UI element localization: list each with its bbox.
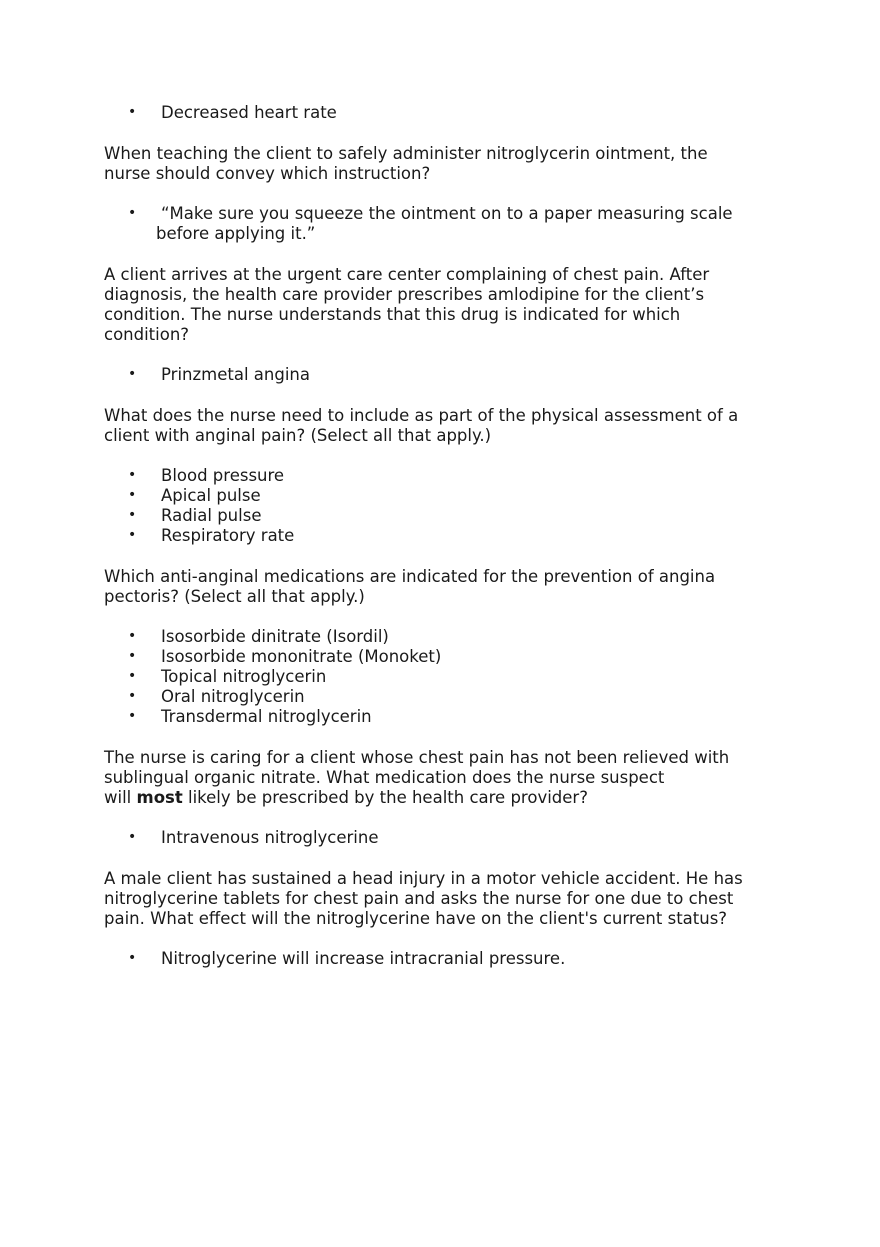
question-paragraph (104, 265, 804, 345)
answer-list (104, 204, 804, 244)
question-line (104, 788, 804, 808)
bullet-icon: • (128, 487, 137, 503)
bullet-icon: • (128, 648, 137, 664)
answer-text: Apical pulse (161, 486, 261, 505)
bullet-icon: • (128, 467, 137, 483)
question-line: When teaching the client to safely administer nitroglycerin ointment, the (104, 144, 708, 163)
answer-item (104, 687, 804, 707)
question-line: diagnosis, the health care provider prescribes amlodipine for the client’s (104, 285, 705, 304)
question-paragraph (104, 144, 804, 184)
question-line: A male client has sustained a head injury in a motor vehicle accident. He has (104, 869, 743, 888)
question-line: nurse should convey which instruction? (104, 164, 431, 183)
answer-text: Transdermal nitroglycerin (161, 707, 372, 726)
answer-text: Topical nitroglycerin (161, 667, 327, 686)
answer-list (104, 103, 804, 123)
answer-item (104, 667, 804, 687)
bullet-icon: • (128, 527, 137, 543)
question-line: Which anti-anginal medications are indicated for the prevention of angina (104, 567, 716, 586)
bullet-icon: • (128, 628, 137, 644)
question-paragraph (104, 748, 804, 808)
answer-text: “Make sure you squeeze the ointment on to a paper measuring scale (161, 204, 733, 223)
answer-list (104, 466, 804, 546)
question-paragraph (104, 406, 804, 446)
question-line: The nurse is caring for a client whose chest pain has not been relieved with (104, 748, 730, 767)
answer-item (104, 647, 804, 667)
answer-list (104, 949, 804, 969)
answer-item (104, 204, 804, 244)
answer-text: Isosorbide mononitrate (Monoket) (161, 647, 442, 666)
answer-item (104, 949, 804, 969)
question-line: pain. What effect will the nitroglycerine have on the client's current status? (104, 909, 728, 928)
answer-text: Radial pulse (161, 506, 262, 525)
answer-text: Decreased heart rate (161, 103, 337, 122)
answer-item (104, 707, 804, 727)
answer-item (104, 526, 804, 546)
bullet-icon: • (128, 708, 137, 724)
emphasis-text: most (136, 788, 183, 807)
question-line: sublingual organic nitrate. What medication does the nurse suspect (104, 768, 665, 787)
question-line: client with anginal pain? (Select all that apply.) (104, 426, 492, 445)
bullet-icon: • (128, 104, 137, 120)
bullet-icon: • (128, 950, 137, 966)
bullet-icon: • (128, 366, 137, 382)
answer-text: Isosorbide dinitrate (Isordil) (161, 627, 389, 646)
answer-item (104, 828, 804, 848)
answer-item (104, 103, 804, 123)
question-line: What does the nurse need to include as part of the physical assessment of a (104, 406, 739, 425)
answer-text: Respiratory rate (161, 526, 295, 545)
answer-list (104, 828, 804, 848)
answer-item (104, 466, 804, 486)
document-page (104, 103, 804, 990)
answer-text: Intravenous nitroglycerine (161, 828, 379, 847)
answer-list (104, 627, 804, 727)
answer-list (104, 365, 804, 385)
answer-item (104, 365, 804, 385)
answer-item (104, 506, 804, 526)
question-line: nitroglycerine tablets for chest pain and asks the nurse for one due to chest (104, 889, 734, 908)
question-line: pectoris? (Select all that apply.) (104, 587, 365, 606)
answer-item (104, 627, 804, 647)
question-line: condition. The nurse understands that this drug is indicated for which (104, 305, 681, 324)
question-text: will (104, 788, 137, 807)
bullet-icon: • (128, 668, 137, 684)
answer-text: before applying it.” (156, 224, 316, 243)
bullet-icon: • (128, 205, 137, 221)
answer-item (104, 486, 804, 506)
question-paragraph (104, 567, 804, 607)
bullet-icon: • (128, 829, 137, 845)
question-line: condition? (104, 325, 190, 344)
answer-text: Oral nitroglycerin (161, 687, 305, 706)
answer-text: Blood pressure (161, 466, 285, 485)
question-text: likely be prescribed by the health care provider? (182, 788, 588, 807)
answer-text: Prinzmetal angina (161, 365, 310, 384)
bullet-icon: • (128, 507, 137, 523)
question-line: A client arrives at the urgent care center complaining of chest pain. After (104, 265, 710, 284)
answer-text: Nitroglycerine will increase intracranial pressure. (161, 949, 566, 968)
bullet-icon: • (128, 688, 137, 704)
question-paragraph (104, 869, 804, 929)
